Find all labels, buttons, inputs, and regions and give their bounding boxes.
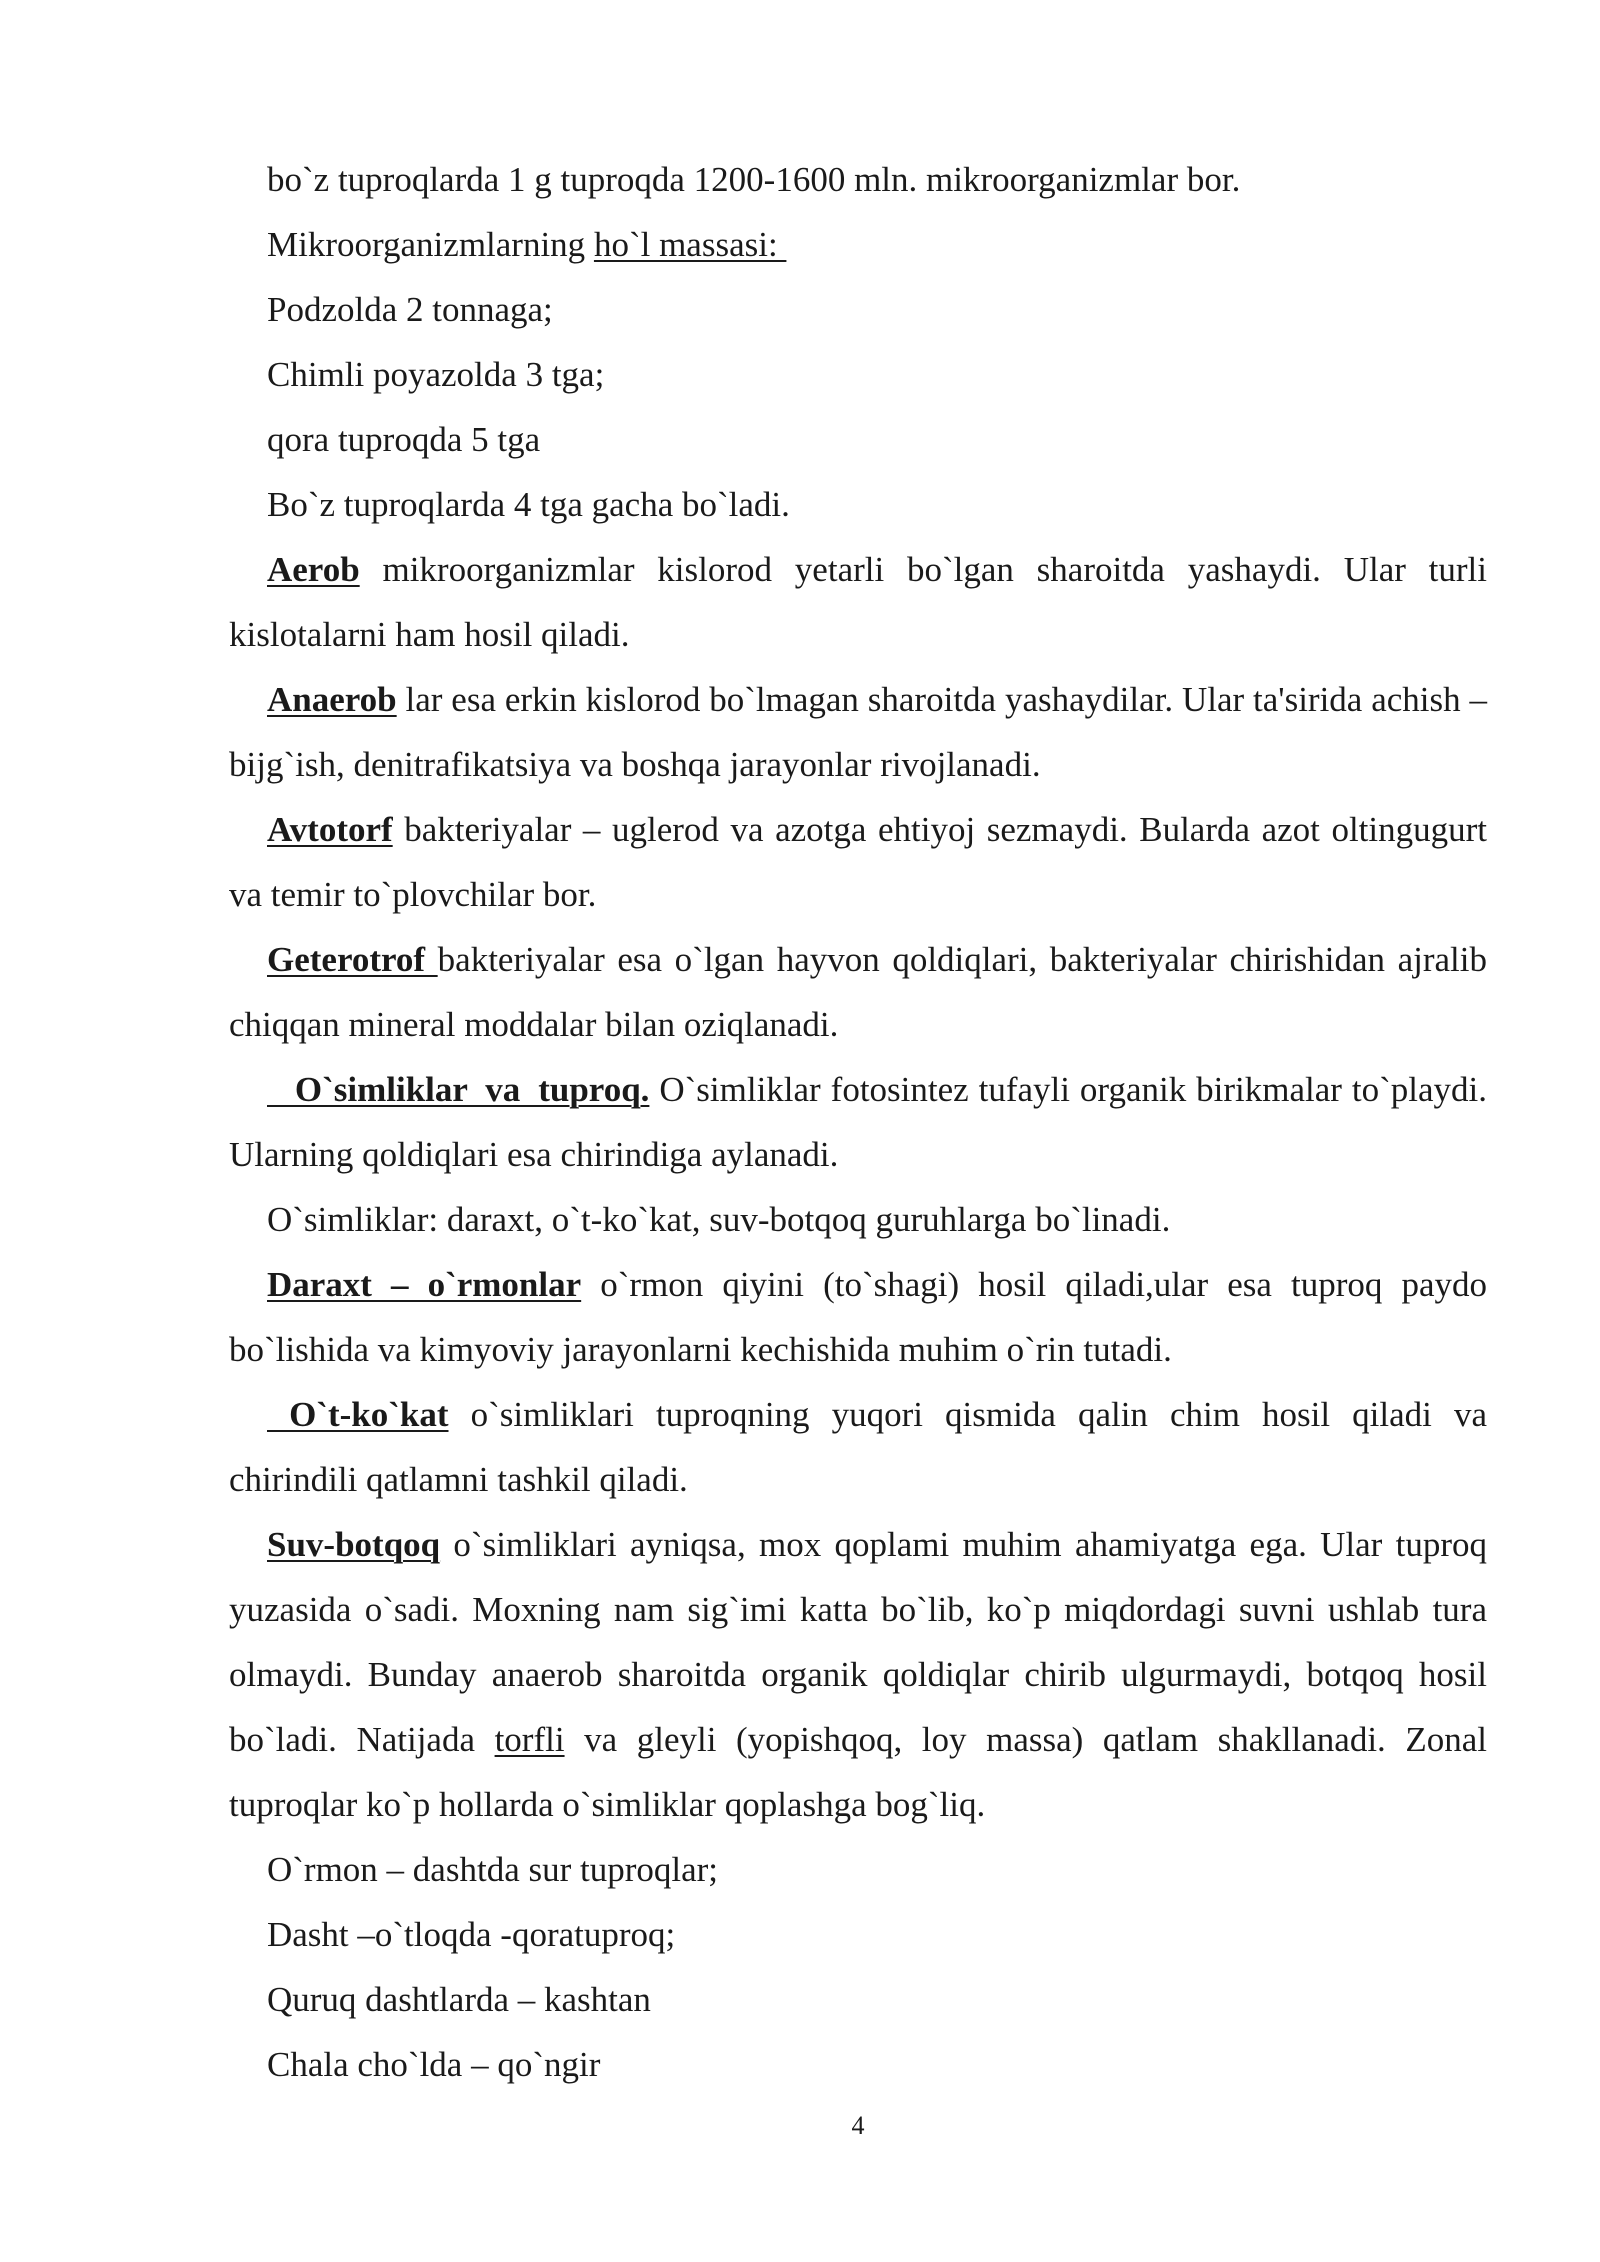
paragraph-text: bakteriyalar – uglerod va azotga ehtiyoj sezmaydi. Bularda azot oltingugurt va temir to`plovchilar bor. [229,810,1487,914]
term-suv-botqoq: Suv-botqoq [267,1525,441,1564]
document-page [229,147,1487,2097]
paragraph-text: o`simliklari tuproqning yuqori qismida qalin chim hosil qiladi va chirindili qatlamni tashkil qiladi. [229,1395,1487,1499]
zone-line: O`rmon – dashtda sur tuproqlar; [267,1850,719,1889]
text-line: Chimli poyazolda 3 tga; [267,355,605,394]
text-line: O`simliklar: daraxt, o`t-ko`kat, suv-botqoq guruhlarga bo`linadi. [267,1200,1171,1239]
term-ot-kokat: O`t-ko`kat [267,1395,449,1434]
paragraph-avtotorf [229,797,1487,927]
term-avtotorf: Avtotorf [267,810,393,849]
text-line: qora tuproqda 5 tga [267,420,541,459]
zone-line: Quruq dashtlarda – kashtan [267,1980,651,2019]
zone-line: Dasht –o`tloqda -qoratuproq; [267,1915,676,1954]
page-number: 4 [851,2111,865,2140]
paragraph-text: o`simliklari ayniqsa, mox qoplami muhim ahamiyatga ega. Ular tuproq yuzasida o`sadi. Moxning nam sig`imi katta bo`lib, ko`p miqdordagi suvni ushlab tura olmaydi. Bunday anaerob sharoitda organik qoldiqlar chirib ulgurmaydi, botqoq hosil bo`ladi. Natijada [229,1525,1487,1759]
paragraph-aerob [229,537,1487,667]
paragraph-anaerob [229,667,1487,797]
paragraph-text: lar esa erkin kislorod bo`lmagan sharoitda yashaydilar. Ular ta'sirida achish – bijg`ish, denitrafikatsiya va boshqa jarayonlar rivojlanadi. [229,680,1487,784]
paragraph-text: mikroorganizmlar kislorod yetarli bo`lgan sharoitda yashaydi. Ular turli kislotalarni ham hosil qiladi. [229,550,1487,654]
text-line [229,212,1487,277]
paragraph-otkokat [229,1382,1487,1512]
term-osimliklar-va-tuproq: O`simliklar va tuproq. [267,1070,650,1109]
underlined-text: torfli [494,1720,565,1759]
paragraph-geterotrof [229,927,1487,1057]
paragraph-text: O`simliklar fotosintez tufayli organik birikmalar to`playdi. Ularning qoldiqlari esa chirindiga aylanadi. [229,1070,1487,1174]
paragraph-text: va gleyli (yopishqoq, loy massa) qatlam shakllanadi. Zonal tuproqlar ko`p hollarda o`simliklar qoplashga bog`liq. [229,1720,1487,1824]
paragraph-daraxt [229,1252,1487,1382]
term-anaerob: Anaerob [267,680,397,719]
paragraph-suvbotqoq [229,1512,1487,1837]
text-line: Podzolda 2 tonnaga; [267,290,553,329]
underlined-text: ho`l massasi: [593,225,787,264]
term-daraxt-ormonlar: Daraxt – o`rmonlar [267,1265,582,1304]
text-line: Bo`z tuproqlarda 4 tga gacha bo`ladi. [267,485,790,524]
text-line: bo`z tuproqlarda 1 g tuproqda 1200-1600 mln. mikroorganizmlar bor. [267,160,1241,199]
text-span: Mikroorganizmlarning [267,225,594,264]
term-geterotrof: Geterotrof [267,940,438,979]
zone-line: Chala cho`lda – qo`ngir [267,2045,601,2084]
paragraph-text: o`rmon qiyini (to`shagi) hosil qiladi,ular esa tuproq paydo bo`lishida va kimyoviy jarayonlarni kechishida muhim o`rin tutadi. [229,1265,1487,1369]
term-aerob: Aerob [267,550,360,589]
paragraph-text: bakteriyalar esa o`lgan hayvon qoldiqlari, bakteriyalar chirishidan ajralib chiqqan mineral moddalar bilan oziqlanadi. [229,940,1487,1044]
paragraph-osimliklar [229,1057,1487,1187]
